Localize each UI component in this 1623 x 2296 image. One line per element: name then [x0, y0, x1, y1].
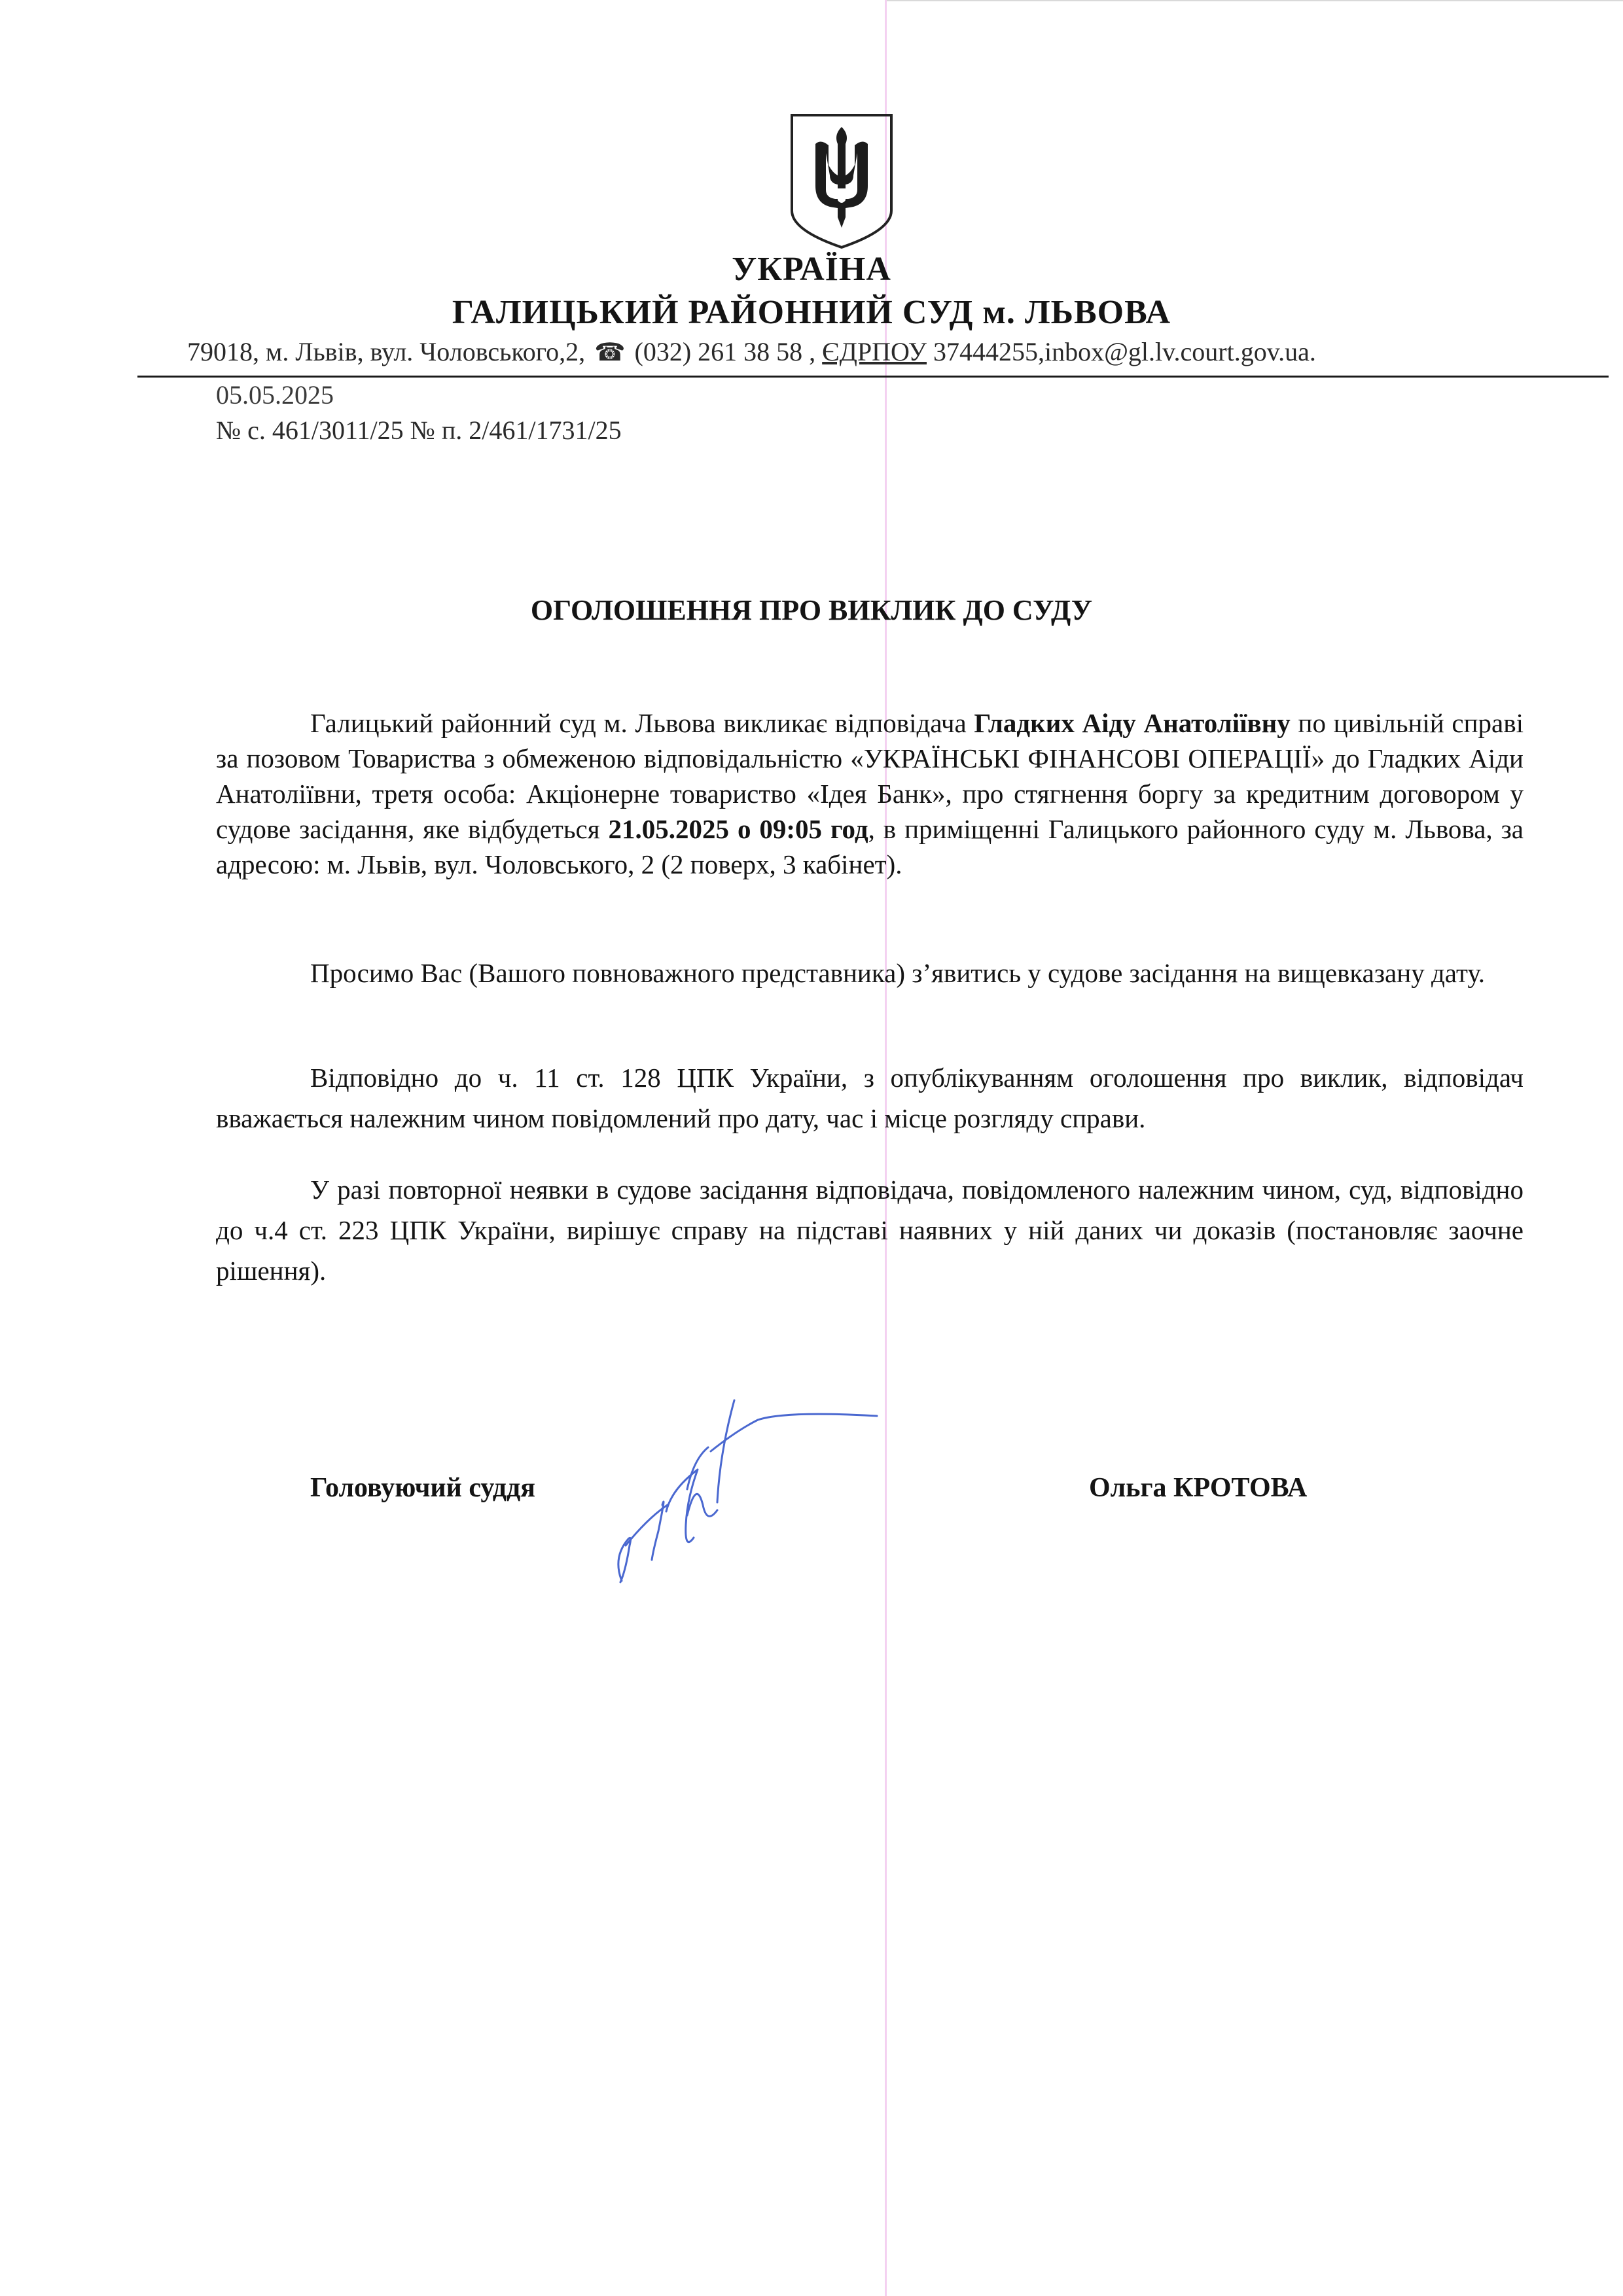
- summons-paragraph: [216, 705, 1524, 882]
- court-address-line: [187, 336, 1614, 367]
- scan-artifact-top-line: [887, 0, 1623, 1]
- summons-text-part2: по цивільній справі за позовом Товариства з обмеженою відповідальністю «УКРАЇНСЬКІ ФІНАНСОВІ ОПЕРАЦІЇ» до Гладких Аіди Анатоліївни, третя особа: Акціонерне товариство «Ідея Банк», про стягнення боргу за кредитним договором у судове засідання, яке відбудеться: [216, 708, 1524, 844]
- address-text: 79018, м. Львів, вул. Чоловського,2,: [187, 337, 586, 366]
- ukraine-trident-emblem: [789, 113, 894, 250]
- summons-text-part3: , в приміщенні Галицького районного суду м. Львова, за адресою: м. Львів, вул. Чоловського, 2 (2 поверх, 3 кабінет).: [216, 814, 1524, 879]
- absence-consequence-paragraph: У разі повторної неявки в судове засідання відповідача, повідомленого належним чином, суд, відповідно до ч.4 ст. 223 ЦПК України, вирішує справу на підставі наявних у ній даних чи доказів (постановляє заочне рішення).: [216, 1174, 1524, 1286]
- header-divider: [137, 376, 1609, 378]
- document-date: 05.05.2025: [216, 380, 334, 410]
- handwritten-signature: [589, 1374, 903, 1597]
- edrpou-and-email: 37444255,inbox@gl.lv.court.gov.ua.: [933, 337, 1316, 366]
- judge-position: Головуючий суддя: [310, 1473, 535, 1503]
- summons-text-part1: Галицький районний суд м. Львова викликає відповідача: [310, 708, 974, 738]
- judge-name: Ольга КРОТОВА: [1089, 1473, 1308, 1503]
- document-title: ОГОЛОШЕННЯ ПРО ВИКЛИК ДО СУДУ: [530, 594, 1093, 626]
- country-heading: УКРАЇНА: [732, 251, 891, 288]
- hearing-datetime: 21.05.2025 о 09:05 год: [608, 814, 868, 844]
- telephone-icon: ☎: [594, 339, 626, 366]
- defendant-name: Гладких Аіду Анатоліївну: [974, 708, 1291, 738]
- phone-number: (032) 261 38 58 ,: [634, 337, 816, 366]
- edrpou-label: ЄДРПОУ: [822, 337, 927, 366]
- legal-basis-paragraph: Відповідно до ч. 11 ст. 128 ЦПК України, з опублікуванням оголошення про виклик, відповідач вважається належним чином повідомлений про дату, час і місце розгляду справи.: [216, 1063, 1524, 1133]
- court-heading: ГАЛИЦЬКИЙ РАЙОННИЙ СУД м. ЛЬВОВА: [452, 294, 1171, 331]
- case-number: № с. 461/3011/25 № п. 2/461/1731/25: [216, 415, 622, 445]
- request-paragraph: Просимо Вас (Вашого повноважного представника) з’явитись у судове засідання на вищевказану дату.: [310, 958, 1485, 988]
